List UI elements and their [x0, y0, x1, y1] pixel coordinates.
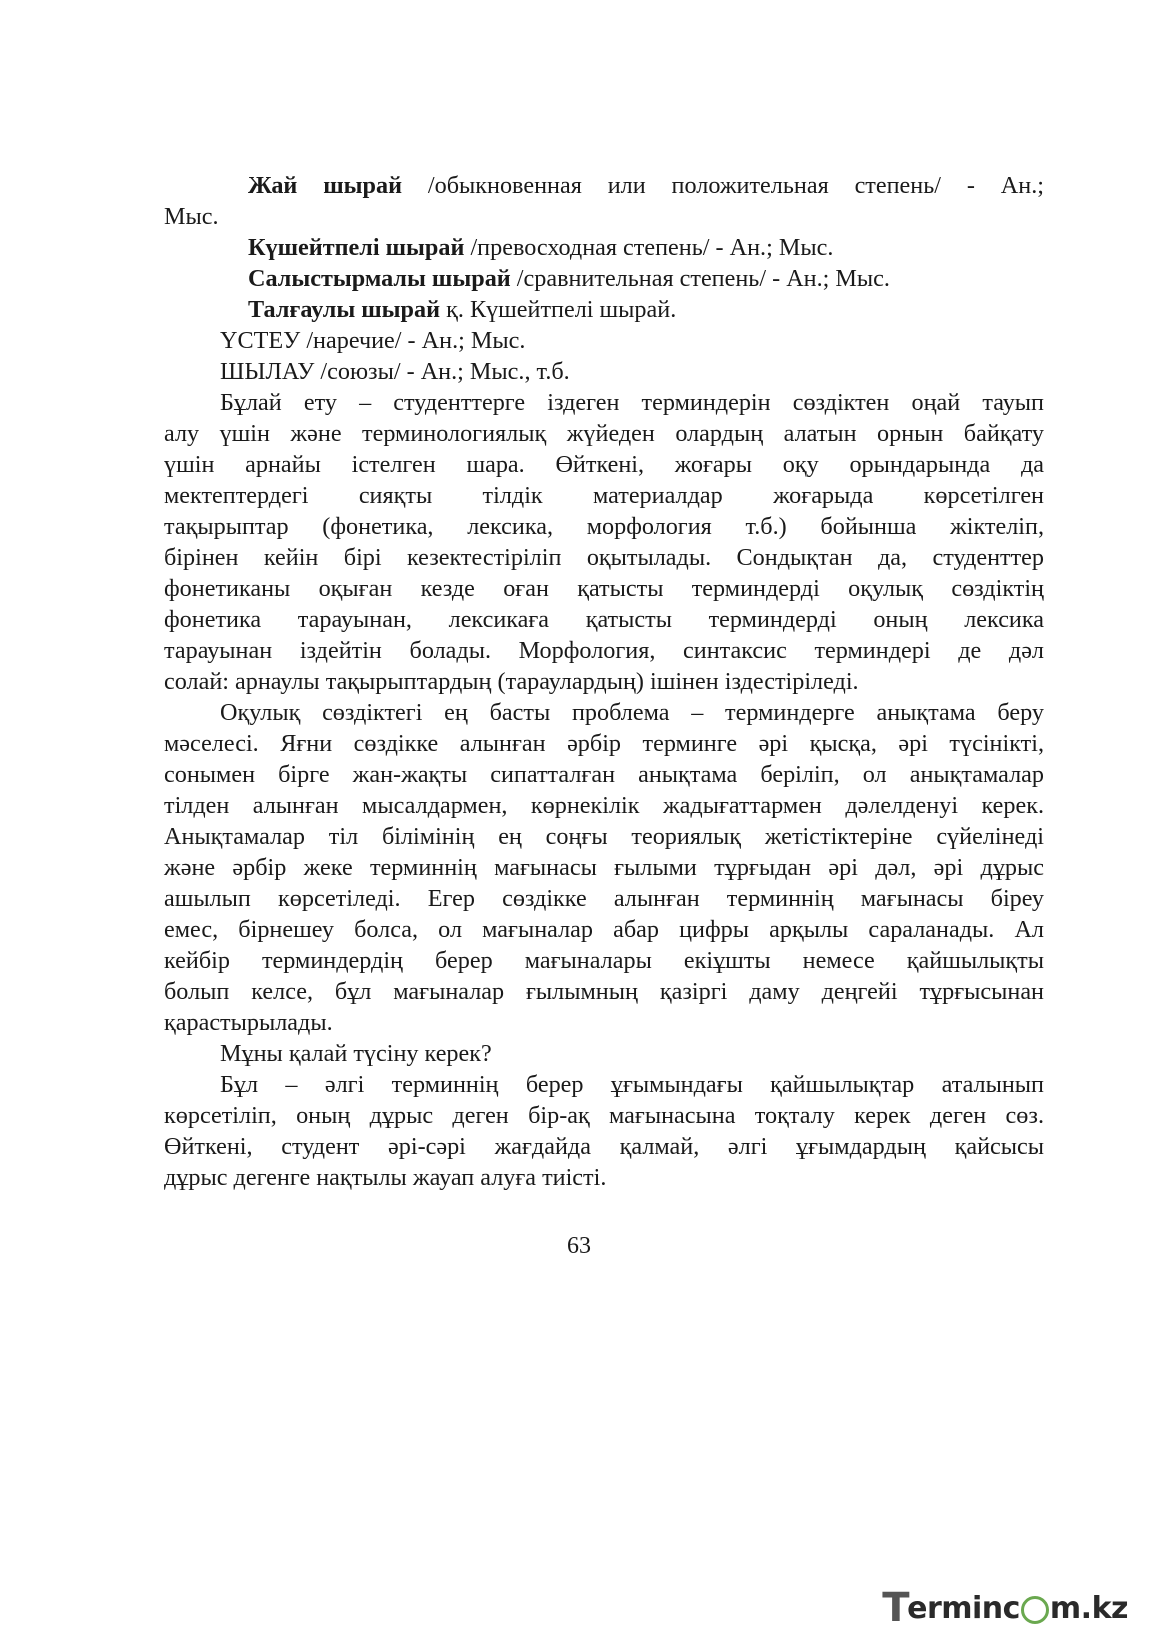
text-line: үшін арнайы істелген шара. Өйткені, жоғары оқу орындарында да [164, 451, 1044, 478]
text-line: Бұлай ету – студенттерге іздеген терминдерін сөздіктен оңай тауып [220, 389, 1044, 416]
text-line: Талғаулы шырай қ. Күшейтпелі шырай. [248, 296, 677, 323]
logo-o-icon [1021, 1596, 1049, 1624]
text-line: алу үшін және терминологиялық жүйеден олардың алатын орнын байқату [164, 420, 1044, 447]
text-line: ҮСТЕУ /наречие/ - Ан.; Мыс. [220, 327, 526, 354]
text-line: Мұны қалай түсіну керек? [220, 1040, 492, 1067]
text-line: тақырыптар (фонетика, лексика, морфология т.б.) бойынша жіктеліп, [164, 513, 1044, 540]
text-line: емес, бірнешеу болса, ол мағыналар абар цифры арқылы сараланады. Ал [164, 916, 1044, 943]
text-line: фонетиканы оқыған кезде оған қатысты терминдерді оқулық сөздіктің [164, 575, 1044, 602]
text-line: солай: арнаулы тақырыптардың (тараулардың) ішінен іздестіріледі. [164, 668, 859, 695]
page-body [164, 170, 1044, 1193]
text-line: сонымен бірге жан-жақты сипатталған анықтама беріліп, ол анықтамалар [164, 761, 1044, 788]
text-line: болып келсе, бұл мағыналар ғылымның қазіргі даму деңгейі тұрғысынан [164, 978, 1044, 1005]
page-number: 63 [567, 1233, 591, 1259]
text-line: Жай шырай /обыкновенная или положительная степень/ - Ан.; [248, 172, 1044, 199]
text-line: Анықтамалар тіл білімінің ең соңғы теориялық жетістіктеріне сүйелінеді [164, 823, 1044, 850]
text-line: Бұл – әлгі терминнің берер ұғымындағы қайшылықтар аталынып [220, 1071, 1044, 1098]
logo-text-part2: m.kz [1049, 1590, 1128, 1626]
text-line: мектептердегі сияқты тілдік материалдар жоғарыда көрсетілген [164, 482, 1044, 509]
text-line: ШЫЛАУ /союзы/ - Ан.; Мыс., т.б. [220, 358, 570, 385]
text-line: тарауынан іздейтін болады. Морфология, синтаксис терминдері де дәл [164, 637, 1044, 664]
text-line: және әрбір жеке терминнің мағынасы ғылыми тұрғыдан әрі дәл, әрі дұрыс [164, 854, 1044, 881]
text-line: қарастырылады. [164, 1009, 333, 1036]
text-line: көрсетіліп, оның дұрыс деген бір-ақ мағынасына тоқталу керек деген сөз. [164, 1102, 1044, 1129]
text-line: Мыс. [164, 203, 219, 230]
text-line: кейбір терминдердің берер мағыналары екіұшты немесе қайшылықты [164, 947, 1044, 974]
logo-text-part1: erminc [907, 1590, 1020, 1626]
text-line: тілден алынған мысалдармен, көрнекілік жадығаттармен дәлелденуі керек. [164, 792, 1044, 819]
text-line: дұрыс дегенге нақтылы жауап алуға тиісті. [164, 1164, 607, 1191]
text-line: мәселесі. Яғни сөздікке алынған әрбір терминге әрі қысқа, әрі түсінікті, [164, 730, 1044, 757]
text-line: Күшейтпелі шырай /превосходная степень/ - Ан.; Мыс. [248, 234, 834, 261]
text-line: Оқулық сөздіктегі ең басты проблема – терминдерге анықтама беру [220, 699, 1044, 726]
text-line: ашылып көрсетіледі. Егер сөздікке алынған терминнің мағынасы біреу [164, 885, 1044, 912]
text-line: бірінен кейін бірі кезектестіріліп оқытылады. Сондықтан да, студенттер [164, 544, 1044, 571]
text-line: фонетика тарауынан, лексикаға қатысты терминдерді оның лексика [164, 606, 1044, 633]
logo-t-mark: T [882, 1585, 910, 1631]
text-line: Өйткені, студент әрі-сәрі жағдайда қалмай, әлгі ұғымдардың қайсысы [164, 1133, 1044, 1160]
text-line: Салыстырмалы шырай /сравнительная степень/ - Ан.; Мыс. [248, 265, 890, 292]
termincom-logo [882, 1585, 1128, 1631]
